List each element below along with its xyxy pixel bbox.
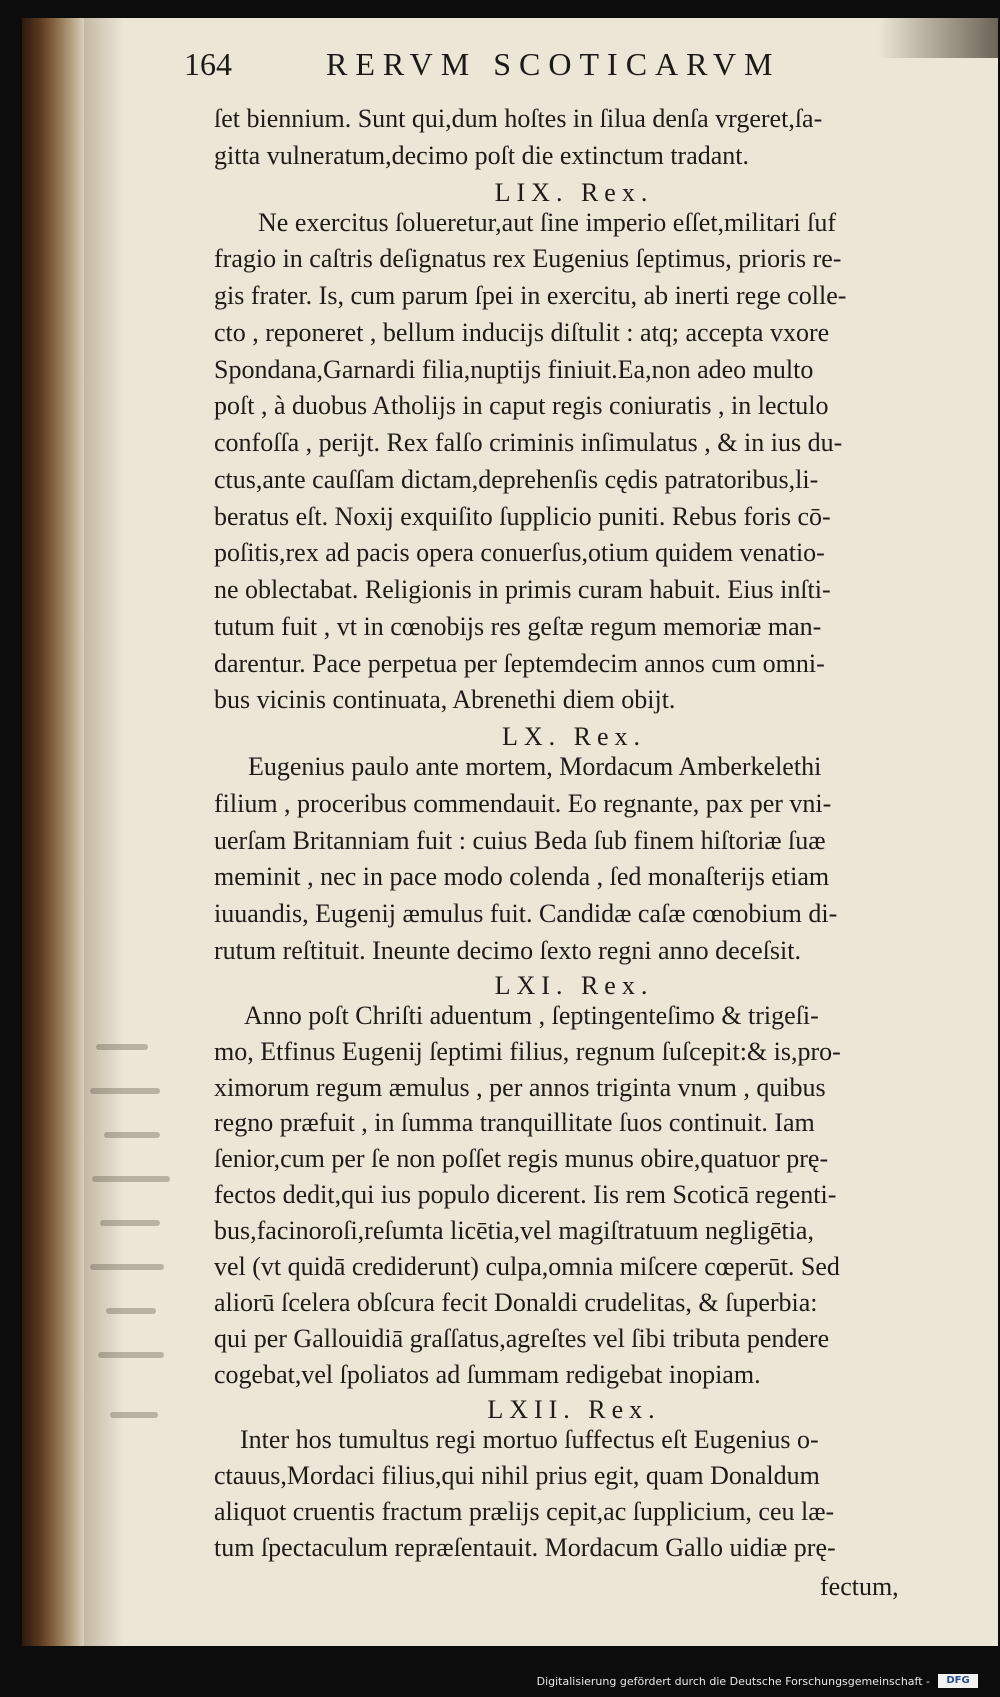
dfg-logo-icon: DFG (938, 1674, 978, 1688)
text-line: regno præfuit , in ſumma tranquillitate ſuos continuit. Iam (214, 1108, 815, 1137)
text-line: uerſam Britanniam fuit : cuius Beda ſub finem hiſtoriæ ſuæ (214, 826, 826, 855)
text-line: Ne exercitus ſolueretur,aut ſine imperio eſſet,militari ſuf (258, 208, 836, 237)
text-line: Eugenius paulo ante mortem, Mordacum Amberkelethi (248, 752, 822, 781)
catchword: fectum, (820, 1572, 899, 1601)
text-line: confoſſa , perijt. Rex falſo criminis inſimulatus , & in ius du- (214, 428, 843, 457)
text-line: cto , reponeret , bellum inducijs diſtulit : atq; accepta vxore (214, 318, 830, 347)
text-line: qui per Gallouidiā graſſatus,agreſtes vel ſibi tributa pendere (214, 1324, 830, 1353)
text-line: rutum reſtituit. Ineunte decimo ſexto regni anno deceſsit. (214, 936, 801, 965)
chapter-heading-lix: LIX. Rex. (494, 178, 654, 207)
margin-mark (90, 1088, 160, 1094)
margin-mark (90, 1264, 164, 1270)
running-head: RERVM SCOTICARVM (326, 46, 781, 82)
book-spine (22, 18, 84, 1646)
text-line: aliorū ſcelera obſcura fecit Donaldi crudelitas, & ſuperbia: (214, 1288, 818, 1317)
text-line: ſenior,cum per ſe non poſſet regis munus obire,quatuor prę- (214, 1144, 829, 1173)
text-line: gitta vulneratum,decimo poſt die extinctum tradant. (214, 141, 750, 170)
text-line: darentur. Pace perpetua per ſeptemdecim annos cum omni- (214, 649, 825, 678)
margin-mark (110, 1412, 158, 1418)
margin-mark (106, 1308, 156, 1314)
text-line: Inter hos tumultus regi mortuo ſuffectus eſt Eugenius o- (240, 1425, 819, 1454)
text-line: ximorum regum æmulus , per annos triginta vnum , quibus (214, 1073, 826, 1102)
text-line: vel (vt quidā crediderunt) culpa,omnia miſcere cœperūt. Sed (214, 1252, 840, 1281)
digitization-footer (0, 1670, 1000, 1694)
page-number: 164 (184, 46, 232, 82)
text-line: bus vicinis continuata, Abrenethi diem obijt. (214, 685, 676, 714)
text-line: tutum fuit , vt in cœnobijs res geſtæ regum memoriæ man- (214, 612, 822, 641)
text-line: ctauus,Mordaci filius,qui nihil prius egit, quam Donaldum (214, 1461, 820, 1490)
chapter-heading-lxii: LXII. Rex. (487, 1395, 661, 1424)
text-line: fragio in caſtris deſignatus rex Eugenius ſeptimus, prioris re- (214, 244, 842, 273)
text-line: tum ſpectaculum repræſentauit. Mordacum Gallo uidiæ prę- (214, 1533, 836, 1562)
text-line: cogebat,vel ſpoliatos ad ſummam redigebat inopiam. (214, 1360, 761, 1389)
text-line: iuuandis, Eugenij æmulus fuit. Candidæ caſæ cœnobium di- (214, 899, 838, 928)
margin-mark (96, 1044, 148, 1050)
page-header (184, 46, 904, 96)
text-line: mo, Etfinus Eugenij ſeptimi filius, regnum ſuſcepit:& is,pro- (214, 1037, 841, 1066)
text-line: Anno poſt Chriſti aduentum , ſeptingenteſimo & trigeſi- (244, 1001, 819, 1030)
chapter-heading-lx: LX. Rex. (501, 722, 647, 751)
margin-mark (92, 1176, 170, 1182)
text-line: ctus,ante cauſſam dictam,deprehenſis cędis patratoribus,li- (214, 465, 819, 494)
text-line: beratus eſt. Noxij exquiſito ſupplicio puniti. Rebus foris cō- (214, 502, 831, 531)
margin-mark (100, 1220, 160, 1226)
margin-mark (104, 1132, 160, 1138)
text-line: poſitis,rex ad pacis opera conuerſus,otium quidem venatio- (214, 538, 825, 567)
text-line: ne oblectabat. Religionis in primis curam habuit. Eius inſti- (214, 575, 831, 604)
text-line: fectos dedit,qui ius populo dicerent. Iis rem Scoticā regenti- (214, 1180, 837, 1209)
text-line: bus,facinoroſi,reſumta licētia,vel magiſtratuum negligētia, (214, 1216, 814, 1245)
marginal-annotations (90, 1040, 200, 1460)
text-line: aliquot cruentis fractum prælijs cepit,ac ſupplicium, ceu læ- (214, 1497, 835, 1526)
text-line: filium , proceribus commendauit. Eo regnante, pax per vni- (214, 789, 832, 818)
text-line: Spondana,Garnardi filia,nuptijs finiuit.Ea,non adeo multo (214, 355, 814, 384)
text-line: gis frater. Is, cum parum ſpei in exercitu, ab inerti rege colle- (214, 281, 847, 310)
chapter-heading-lxi: LXI. Rex. (494, 971, 654, 1000)
margin-mark (98, 1352, 164, 1358)
text-line: ſet biennium. Sunt qui,dum hoſtes in ſilua denſa vrgeret,ſa- (214, 104, 823, 133)
dfg-credit: Digitalisierung gefördert durch die Deutsche Forschungsgemeinschaft - (536, 1675, 930, 1688)
text-line: poſt , à duobus Atholijs in caput regis coniuratis , in lectulo (214, 391, 829, 420)
text-line: meminit , nec in pace modo colenda , ſed monaſterijs etiam (214, 862, 830, 891)
